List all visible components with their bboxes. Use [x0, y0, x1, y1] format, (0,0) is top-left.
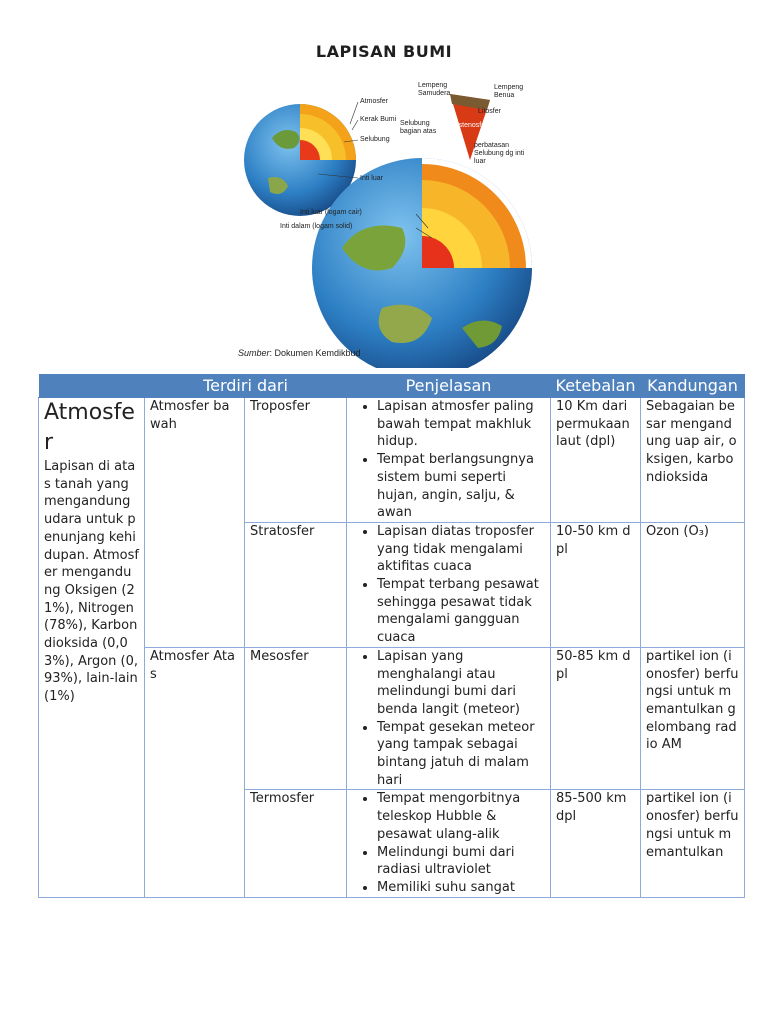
label-inti-luar-cair: Inti luar (logam cair) [300, 209, 362, 216]
explanation-point: • Lapisan atmosfer paling bawah tempat makhluk hidup. [377, 398, 545, 451]
label-inti-luar: Inti luar [360, 175, 383, 182]
earth-layers-figure [232, 78, 552, 368]
content-cell: partikel ion (ionosfer) berfungsi untuk memantulkan [641, 790, 745, 897]
thickness-cell: 10-50 km dpl [551, 522, 641, 647]
label-lempeng-samudera: Lempeng Samudera [418, 82, 451, 97]
explanation-cell [347, 398, 551, 523]
label-selubung-atas: Selubung bagian atas [400, 120, 437, 135]
atmosphere-table [38, 374, 745, 898]
layer-name: Termosfer [245, 790, 347, 897]
header-ketebalan: Ketebalan [551, 375, 641, 398]
label-kerak-bumi: Kerak Bumi [360, 116, 397, 123]
label-atmosfer: Atmosfer [360, 98, 389, 105]
label-litosfer: Litosfer [478, 108, 501, 115]
explanation-point: • Tempat mengorbitnya teleskop Hubble & pesawat ulang-alik [377, 790, 545, 843]
explanation-point: • Tempat terbang pesawat sehingga pesawat tidak mengalami gangguan cuaca [377, 576, 545, 647]
explanation-cell [347, 647, 551, 790]
label-selubung: Selubung [360, 136, 390, 143]
layer-name: Troposfer [245, 398, 347, 523]
explanation-point: • Melindungi bumi dari radiasi ultraviolet [377, 844, 545, 879]
explanation-point: • Tempat gesekan meteor yang tampak sebagai bintang jatuh di malam hari [377, 719, 545, 790]
group-cell: Atmosfer Atas [145, 647, 245, 897]
content-cell: Ozon (O₃) [641, 522, 745, 647]
thickness-cell: 10 Km dari permukaan laut (dpl) [551, 398, 641, 523]
label-astenosfer: Astenosfer [454, 122, 488, 129]
large-globe [312, 158, 532, 368]
header-terdiri-dari: Terdiri dari [145, 375, 347, 398]
table-row [39, 398, 745, 523]
thickness-cell: 85-500 km dpl [551, 790, 641, 897]
source-text: : Dokumen Kemdikbud [269, 348, 361, 358]
header-kandungan: Kandungan [641, 375, 745, 398]
page-title: LAPISAN BUMI [315, 42, 453, 61]
main-category-title: Atmosfer [44, 400, 135, 455]
table-row [39, 647, 745, 790]
header-penjelasan: Penjelasan [347, 375, 551, 398]
explanation-point: • Lapisan yang menghalangi atau melindungi bumi dari benda langit (meteor) [377, 648, 545, 719]
layer-name: Mesosfer [245, 647, 347, 790]
figure-source [238, 348, 361, 358]
main-category-cell [39, 398, 145, 898]
main-category-desc: Lapisan di atas tanah yang mengandung udara untuk penunjang kehidupan. Atmosfer mengandung Oksigen (21%), Nitrogen (78%), Karbondioksida (0,03%), Argon (0,93%), lain-lain (1%) [44, 459, 139, 705]
label-perbatasan: perbatasan Selubung dg inti luar [474, 142, 525, 165]
content-cell: Sebagaian besar mengandung uap air, oksigen, karbondioksida [641, 398, 745, 523]
content-cell: partikel ion (ionosfer) berfungsi untuk memantulkan gelombang radio AM [641, 647, 745, 790]
label-lempeng-benua: Lempeng Benua [494, 84, 524, 99]
explanation-cell [347, 790, 551, 897]
group-cell: Atmosfer bawah [145, 398, 245, 648]
table-header-row [39, 375, 745, 398]
label-inti-dalam: Inti dalam (logam solid) [280, 223, 353, 230]
explanation-point: • Lapisan diatas troposfer yang tidak mengalami aktifitas cuaca [377, 523, 545, 576]
explanation-point: • Tempat berlangsungnya sistem bumi seperti hujan, angin, salju, & awan [377, 451, 545, 522]
thickness-cell: 50-85 km dpl [551, 647, 641, 790]
layer-name: Stratosfer [245, 522, 347, 647]
explanation-cell [347, 522, 551, 647]
source-prefix: Sumber [238, 348, 270, 358]
explanation-point: • Memiliki suhu sangat [377, 879, 545, 897]
header-blank [39, 375, 145, 398]
